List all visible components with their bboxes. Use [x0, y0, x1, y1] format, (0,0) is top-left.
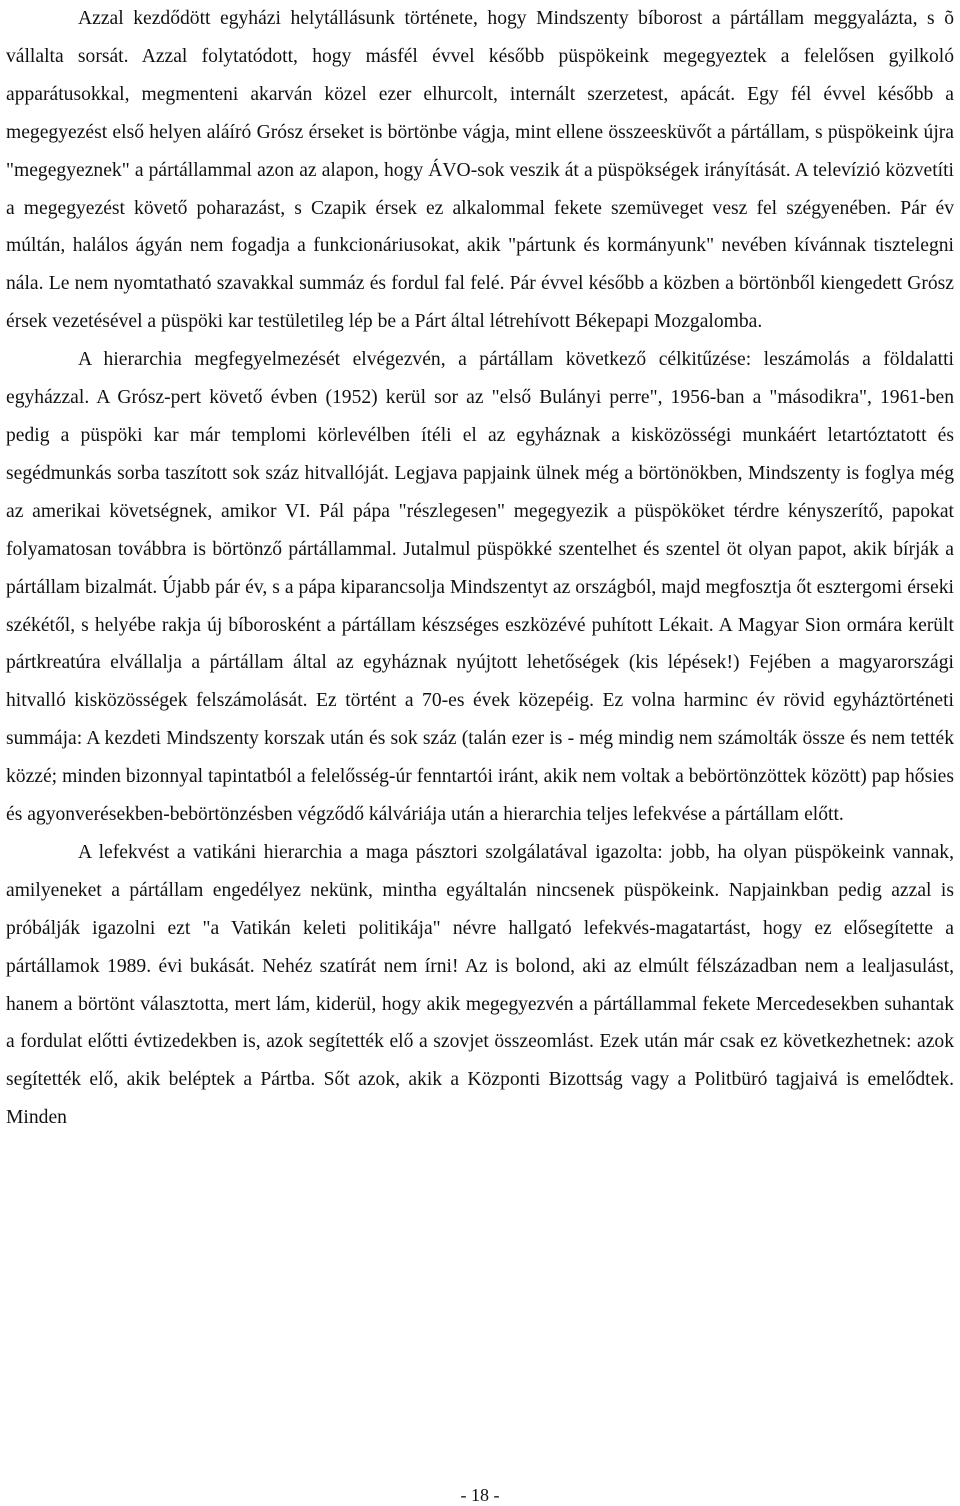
paragraph-2: A hierarchia megfegyelmezését elvégezvén, a pártállam következő célkitűzése: leszámolás a földalatti egyházzal. A Grósz-pert követő évben (1952) kerül sor az "első Bulányi perre", 1956-ban a "másodikra", 1961-ben pedig a püspöki kar már templomi körlevélben ítéli el az egyháznak a kisközösségi munkáért letartóztatott és segédmunkás sorba taszított sok száz hitvallóját. Legjava papjaink ülnek még a börtönökben, Mindszenty is foglya még az amerikai követségnek, amikor VI. Pál pápa "részlegesen" megegyezik a püspököket térdre kényszerítő, papokat folyamatosan továbbra is börtönző pártállammal. Jutalmul püspökké szentelhet és szentel öt olyan papot, akik bírják a pártállam bizalmát. Újabb pár év, s a pápa kiparancsolja Mindszentyt az országból, majd megfosztja őt esztergomi érseki székétől, s helyébe rakja új bíborosként a pártállam készséges eszközévé puhított Lékait. A Magyar Sion ormára került pártkreatúra elvállalja a pártállam által az egyháznak nyújtott lehetőségek (kis lépések!) Fejében a magyarországi hitvalló kisközösségek felszámolását. Ez történt a 70-es évek közepéig. Ez volna harminc év rövid egyháztörténeti summája: A kezdeti Mindszenty korszak után és sok száz (talán ezer is - még mindig nem számolták össze és nem tették közzé; minden bizonnyal tapintatból a felelősség-úr fenntartói iránt, akik nem voltak a bebörtönzöttek között) pap hősies és agyonverésekben-bebörtönzésben végződő kálváriája után a hierarchia teljes lefekvése a pártállam előtt.	[6, 349, 954, 826]
paragraph-3: A lefekvést a vatikáni hierarchia a maga pásztori szolgálatával igazolta: jobb, ha olyan püspökeink vannak, amilyeneket a pártállam engedélyez nekünk, mintha egyáltalán nincsenek püspökeink. Napjainkban pedig azzal is próbálják igazolni ezt "a Vatikán keleti politikája" névre hallgató lefekvés-magatartást, hogy ez elősegítette a pártállamok 1989. évi bukását. Nehéz szatírát nem írni! Az is bolond, aki az elmúlt félszázadban nem a lealjasulást, hanem a börtönt választotta, mert lám, kiderül, hogy akik megegyezvén a pártállammal fekete Mercedesekben suhantak a fordulat előtti évtizedekben is, azok segítették elő a szovjet összeomlást. Ezek után már csak ez következhetnek: azok segítették elő, akik beléptek a Pártba. Sőt azok, akik a Központi Bizottság vagy a Politbüró tagjaivá is emelődtek. Minden	[6, 841, 954, 1129]
document-page	[6, 0, 954, 1137]
page-number: - 18 -	[460, 1485, 500, 1505]
paragraph-1: Azzal kezdődött egyházi helytállásunk története, hogy Mindszenty bíborost a pártállam meggyalázta, s õ vállalta sorsát. Azzal folytatódott, hogy másfél évvel később püspökeink megegyeztek a felelősen gyilkoló apparátusokkal, megmenteni akarván közel ezer elhurcolt, internált szerzetest, apácát. Egy fél évvel később a megegyezést első helyen aláíró Grósz érseket is börtönbe vágja, mint ellene összeesküvőt a pártállam, s püspökeink újra "megegyeznek" a pártállammal azon az alapon, hogy ÁVO-sok veszik át a püspökségek irányítását. A televízió közvetíti a megegyezést követő poharazást, s Czapik érsek ez alkalommal fekete szemüveget vesz fel szégyenében. Pár év múltán, halálos ágyán nem fogadja a funkcionáriusokat, akik "pártunk és kormányunk" nevében kívánnak tisztelegni nála. Le nem nyomtatható szavakkal summáz és fordul fal felé. Pár évvel később a közben a börtönből kiengedett Grósz érsek vezetésével a püspöki kar testületileg lép be a Párt által létrehívott Békepapi Mozgalomba.	[6, 8, 954, 333]
